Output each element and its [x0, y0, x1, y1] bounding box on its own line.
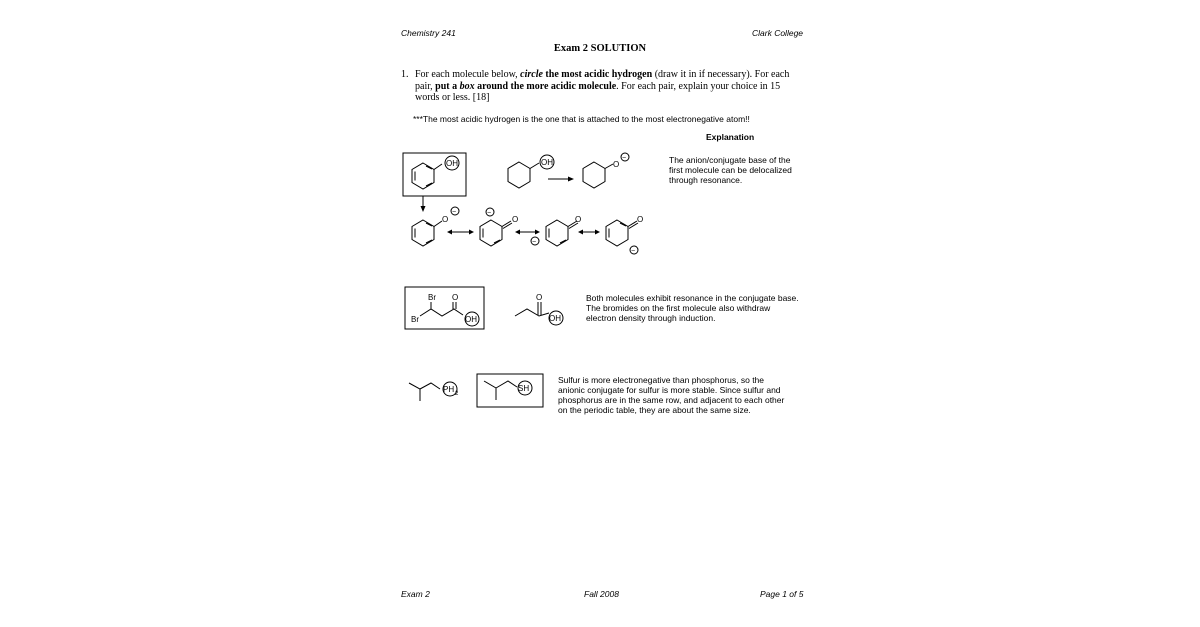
resonance-ortho2-structure	[606, 215, 643, 255]
o-label: O	[637, 215, 644, 224]
q-text-box: box	[459, 80, 475, 92]
resonance-para-structure	[546, 215, 581, 246]
minus-sign: −	[487, 210, 492, 217]
footer-term: Fall 2008	[584, 589, 619, 599]
resonance-arrow-2	[515, 230, 540, 235]
oh-label: OH	[446, 159, 458, 168]
q-text-5: put a	[435, 80, 460, 92]
o-label: O	[613, 160, 620, 169]
sh-label: SH	[518, 384, 530, 393]
header-course: Chemistry 241	[401, 28, 456, 38]
acidity-note: ***The most acidic hydrogen is the one that is attached to the most electronegative atom!!	[413, 114, 750, 124]
resonance-arrow-3	[578, 230, 600, 235]
minus-sign: −	[622, 155, 627, 162]
minus-sign: −	[452, 209, 457, 216]
q-text-8: . For each pair, explain your choice in 15 words or less. [18]	[415, 80, 781, 103]
resonance-ortho-structure	[480, 208, 518, 246]
explanation-3: Sulfur is more electronegative than phosphorus, so the anionic conjugate for sulfur is more stable. Since sulfur and phosphorus are in the same row, and adjacent to each other on the periodic table, they are about the same size.	[558, 375, 785, 415]
q-text-4: (draw it in if necessary). For each pair,	[415, 69, 790, 92]
explanation-2: Both molecules exhibit resonance in the conjugate base. The bromides on the first molecule also withdraw electron density through induction.	[586, 293, 799, 323]
o-label: O	[536, 293, 543, 302]
phenol-structure	[403, 153, 466, 196]
resonance-arrow-1	[447, 230, 474, 235]
butanoic-acid-structure	[515, 293, 563, 325]
cyclohexanol-structure	[508, 155, 554, 188]
cyclohexoxide-structure	[583, 153, 629, 188]
isobutylthiol-structure	[477, 374, 543, 407]
o-label: O	[575, 215, 582, 224]
answer-box-thiol	[477, 374, 543, 407]
br-label-1: Br	[428, 293, 436, 302]
q-text-circle: circle	[520, 69, 543, 80]
q-text-7: around the more acidic molecule	[474, 80, 617, 92]
ph-subscript: 2	[455, 391, 459, 397]
minus-sign: −	[631, 248, 636, 255]
forward-arrow	[548, 177, 574, 182]
o-label: O	[442, 215, 449, 224]
phenoxide-structure	[412, 207, 459, 246]
dibromo-acid-structure	[405, 287, 484, 329]
o-label: O	[512, 215, 519, 224]
o-label: O	[452, 293, 459, 302]
header-college: Clark College	[752, 28, 804, 38]
oh-label: OH	[541, 158, 553, 167]
q-text-3: the most acidic hydrogen	[542, 69, 653, 80]
page-title: Exam 2 SOLUTION	[553, 43, 647, 54]
minus-sign: −	[532, 239, 537, 246]
q-text-1: For each molecule below,	[415, 69, 521, 80]
explanation-1: The anion/conjugate base of the first molecule can be delocalized through resonance.	[669, 155, 792, 185]
oh-label: OH	[465, 315, 477, 324]
ph-label: PH	[443, 385, 455, 394]
explanation-heading: Explanation	[706, 132, 755, 142]
br-label-2: Br	[411, 315, 419, 324]
question-number: 1.	[401, 69, 409, 80]
footer-exam: Exam 2	[401, 589, 430, 599]
down-arrow	[421, 196, 426, 212]
isobutylphosphine-structure	[409, 382, 459, 401]
oh-label: OH	[549, 314, 561, 323]
footer-page: Page 1 of 5	[760, 589, 804, 599]
